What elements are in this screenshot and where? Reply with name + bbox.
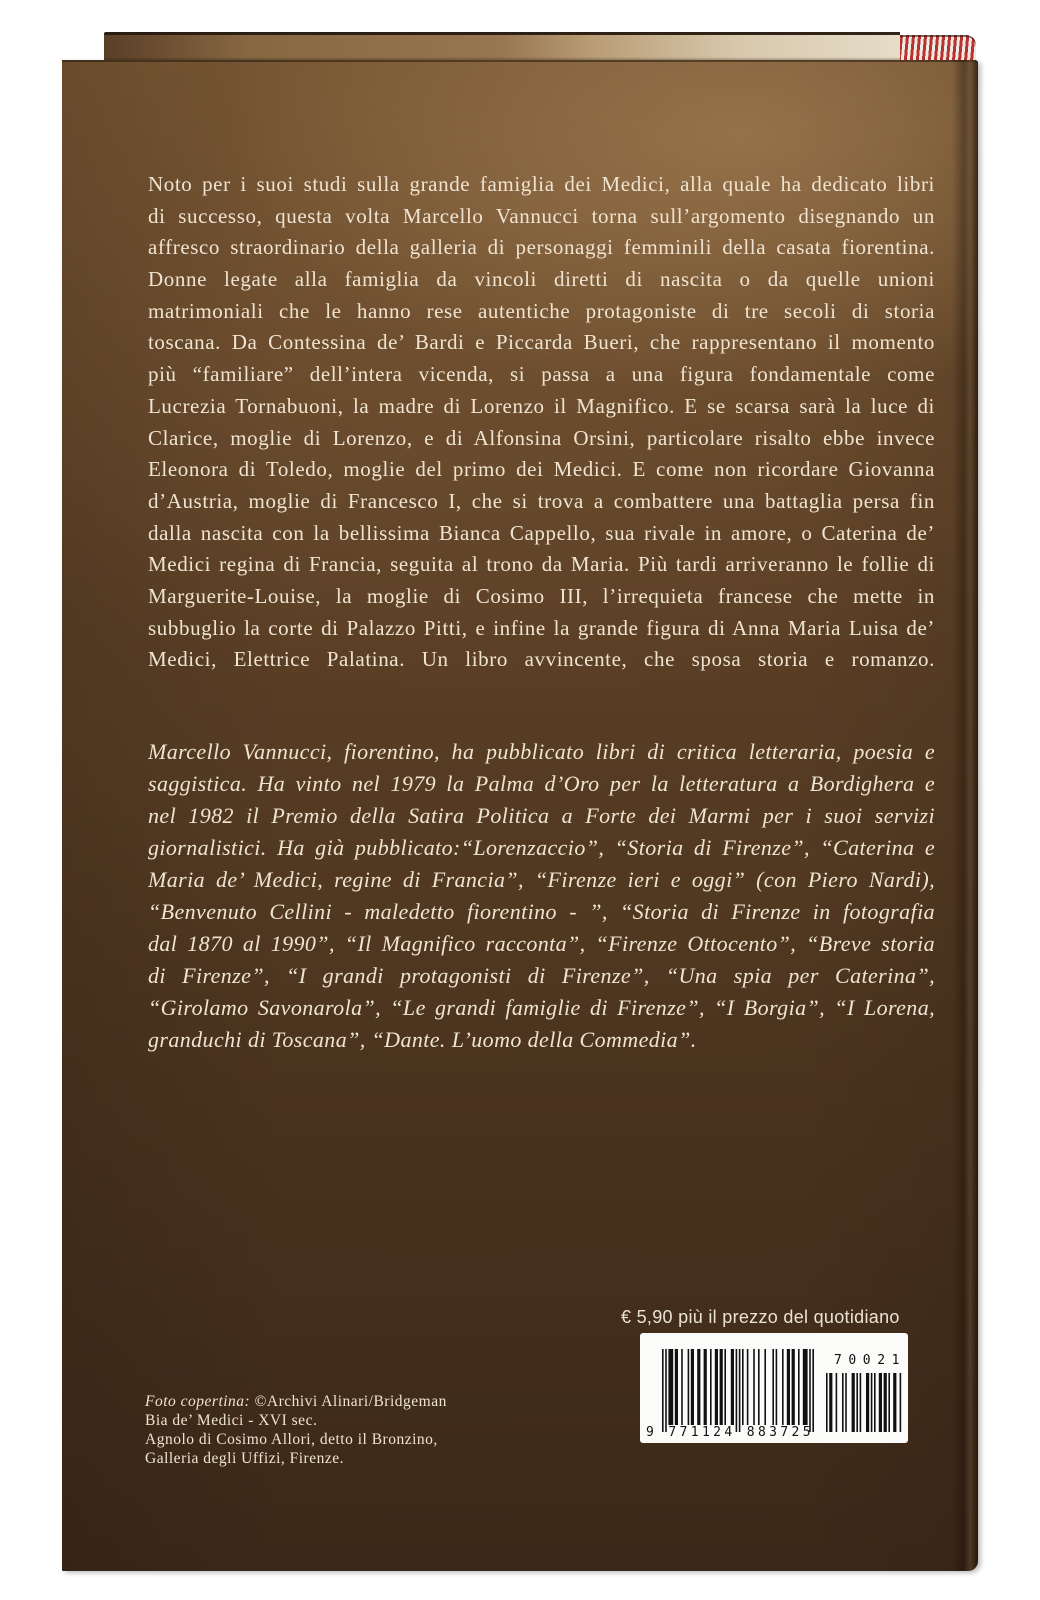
- barcode-bar: [782, 1349, 784, 1425]
- barcode-bar: [884, 1373, 887, 1432]
- barcode-bar: [900, 1373, 902, 1432]
- author-bio-line: Marcello Vannucci, fiorentino, ha pubblicato libri di critica letteraria, poesia e: [148, 739, 935, 764]
- barcode-bar: [662, 1349, 664, 1432]
- barcode-bar: [829, 1373, 832, 1432]
- barcode-bar: [879, 1373, 882, 1432]
- credits-photo-source: ©Archivi Alinari/Bridgeman: [254, 1393, 447, 1410]
- price-label: € 5,90 più il prezzo del quotidiano: [621, 1307, 900, 1327]
- description-line: toscana. Da Contessina de’ Bardi e Piccarda Bueri, che rappresentano il momento: [148, 330, 935, 355]
- author-bio-line: di Firenze”, “I grandi protagonisti di Firenze”, “Una spia per Caterina”,: [148, 963, 935, 988]
- author-bio-line: granduchi di Toscana”, “Dante. L’uomo della Commedia”.: [148, 1027, 697, 1052]
- book-headband: [900, 35, 976, 62]
- barcode-bar: [715, 1349, 718, 1425]
- barcode-bar: [731, 1349, 734, 1425]
- barcode-bar: [812, 1349, 814, 1432]
- barcode-bar: [758, 1349, 760, 1425]
- barcode-bar: [736, 1349, 738, 1432]
- barcode-bar: [893, 1373, 896, 1432]
- credits-line: Bia de’ Medici - XVI sec.: [145, 1412, 318, 1429]
- author-bio-line: “Girolamo Savonarola”, “Le grandi famiglie di Firenze”, “I Borgia”, “I Lorena,: [148, 995, 935, 1020]
- barcode-bar: [871, 1373, 873, 1432]
- author-bio-paragraph: [148, 736, 935, 1056]
- barcode-bar: [888, 1373, 890, 1432]
- back-cover: [62, 60, 978, 1571]
- barcode-bar: [764, 1349, 766, 1425]
- description-line: Medici regina di Francia, seguita al trono da Maria. Più tardi arriveranno le follie di: [148, 552, 935, 577]
- barcode-bar: [826, 1373, 828, 1432]
- barcode-bar: [665, 1349, 667, 1432]
- barcode-bar: [681, 1349, 683, 1425]
- barcode-addon-number: 70021: [834, 1353, 906, 1368]
- cover-spine-edge: [952, 60, 978, 1571]
- barcode-bar: [710, 1349, 712, 1425]
- description-line: Marguerite-Louise, la moglie di Cosimo III, l’irrequieta francese che mette in: [148, 583, 935, 608]
- barcode-bar: [798, 1349, 800, 1425]
- author-bio-line: nel 1982 il Premio della Satira Politica a Forte dei Marmi per i suoi servizi: [148, 803, 935, 828]
- description-line: Clarice, moglie di Lorenzo, e di Alfonsina Orsini, particolare risalto ebbe invece: [148, 425, 935, 450]
- barcode-bar: [860, 1373, 862, 1432]
- description-line: matrimoniali che le hanno rese autentiche protagoniste di tre secoli di storia: [148, 298, 935, 323]
- barcode-bar: [668, 1349, 673, 1425]
- cover-credits: [145, 1392, 565, 1468]
- description-line: dalla nascita con la bellissima Bianca Cappello, sua rivale in amore, o Caterina de’: [148, 520, 935, 545]
- author-bio-line: Maria de’ Medici, regine di Francia”, “Firenze ieri e oggi” (con Piero Nardi),: [148, 867, 935, 892]
- description-line: Eleonora di Toledo, moglie del primo dei Medici. E come non ricordare Giovanna: [148, 457, 935, 482]
- barcode-bar: [747, 1349, 749, 1425]
- barcode-bar: [688, 1349, 690, 1425]
- barcode-bar: [720, 1349, 723, 1425]
- barcode-bar: [675, 1349, 678, 1425]
- barcode-bar: [845, 1373, 847, 1432]
- barcode-bar: [742, 1349, 744, 1425]
- description-line: più “familiare” dell’intera vicenda, si passa a una figura fondamentale come: [148, 362, 935, 387]
- description-line: Donne legate alla famiglia da vincoli diretti di nascita o da quelle unioni: [148, 267, 935, 292]
- description-paragraph: [148, 169, 935, 676]
- barcode-bar: [753, 1349, 755, 1425]
- barcode-bar: [792, 1349, 795, 1425]
- author-bio-line: dal 1870 al 1990”, “Il Magnifico racconta”, “Firenze Ottocento”, “Breve storia: [148, 931, 935, 956]
- barcode-bar: [787, 1349, 790, 1425]
- barcode-bar: [852, 1373, 855, 1432]
- credits-line: Agnolo di Cosimo Allori, detto il Bronzino,: [145, 1431, 438, 1448]
- barcode-bar: [772, 1349, 774, 1425]
- barcode-bar: [691, 1349, 694, 1425]
- barcode-bar: [836, 1373, 838, 1432]
- barcode-number: 9 771124 883725: [646, 1425, 814, 1440]
- book-top-edge: [104, 32, 900, 62]
- barcode-bar: [803, 1349, 808, 1425]
- barcode-bar: [704, 1349, 707, 1425]
- barcode-bar: [697, 1349, 700, 1425]
- description-line: Noto per i suoi studi sulla grande famiglia dei Medici, alla quale ha dedicato libri: [148, 172, 935, 196]
- barcode-bar: [739, 1349, 741, 1432]
- barcode-bar: [809, 1349, 811, 1432]
- barcode-bar: [724, 1349, 726, 1425]
- credits-line: Galleria degli Uffizi, Firenze.: [145, 1450, 344, 1467]
- author-bio-line: saggistica. Ha vinto nel 1979 la Palma d’Oro per la letteratura a Bordighera e: [148, 771, 935, 796]
- description-line: Lucrezia Tornabuoni, la madre di Lorenzo il Magnifico. E se scarsa sarà la luce di: [148, 393, 935, 418]
- barcode-bar: [842, 1373, 844, 1432]
- barcode-bar: [856, 1373, 858, 1432]
- barcode-label: [640, 1333, 908, 1443]
- credits-photo-line: [145, 1392, 565, 1411]
- description-line: affresco straordinario della galleria di personaggi femminili della casata fiorentina.: [148, 235, 935, 260]
- description-line: di successo, questa volta Marcello Vannucci torna sull’argomento disegnando un: [148, 203, 935, 228]
- description-line: subbuglio la corte di Palazzo Pitti, e infine la grande figura di Anna Maria Luisa de’: [148, 615, 935, 640]
- barcode-bar: [874, 1373, 876, 1432]
- description-line: d’Austria, moglie di Francesco I, che si trova a combattere una battaglia persa fin: [148, 488, 935, 513]
- author-bio-line: giornalistici. Ha già pubblicato:“Lorenzaccio”, “Storia di Firenze”, “Caterina e: [148, 835, 935, 860]
- description-line: Medici, Elettrice Palatina. Un libro avvincente, che sposa storia e romanzo.: [148, 647, 935, 672]
- author-bio-line: “Benvenuto Cellini - maledetto fiorentino - ”, “Storia di Firenze in fotografia: [148, 899, 935, 924]
- barcode-bar: [776, 1349, 778, 1425]
- credits-photo-label: Foto copertina:: [145, 1393, 251, 1410]
- barcode-bar: [866, 1373, 869, 1432]
